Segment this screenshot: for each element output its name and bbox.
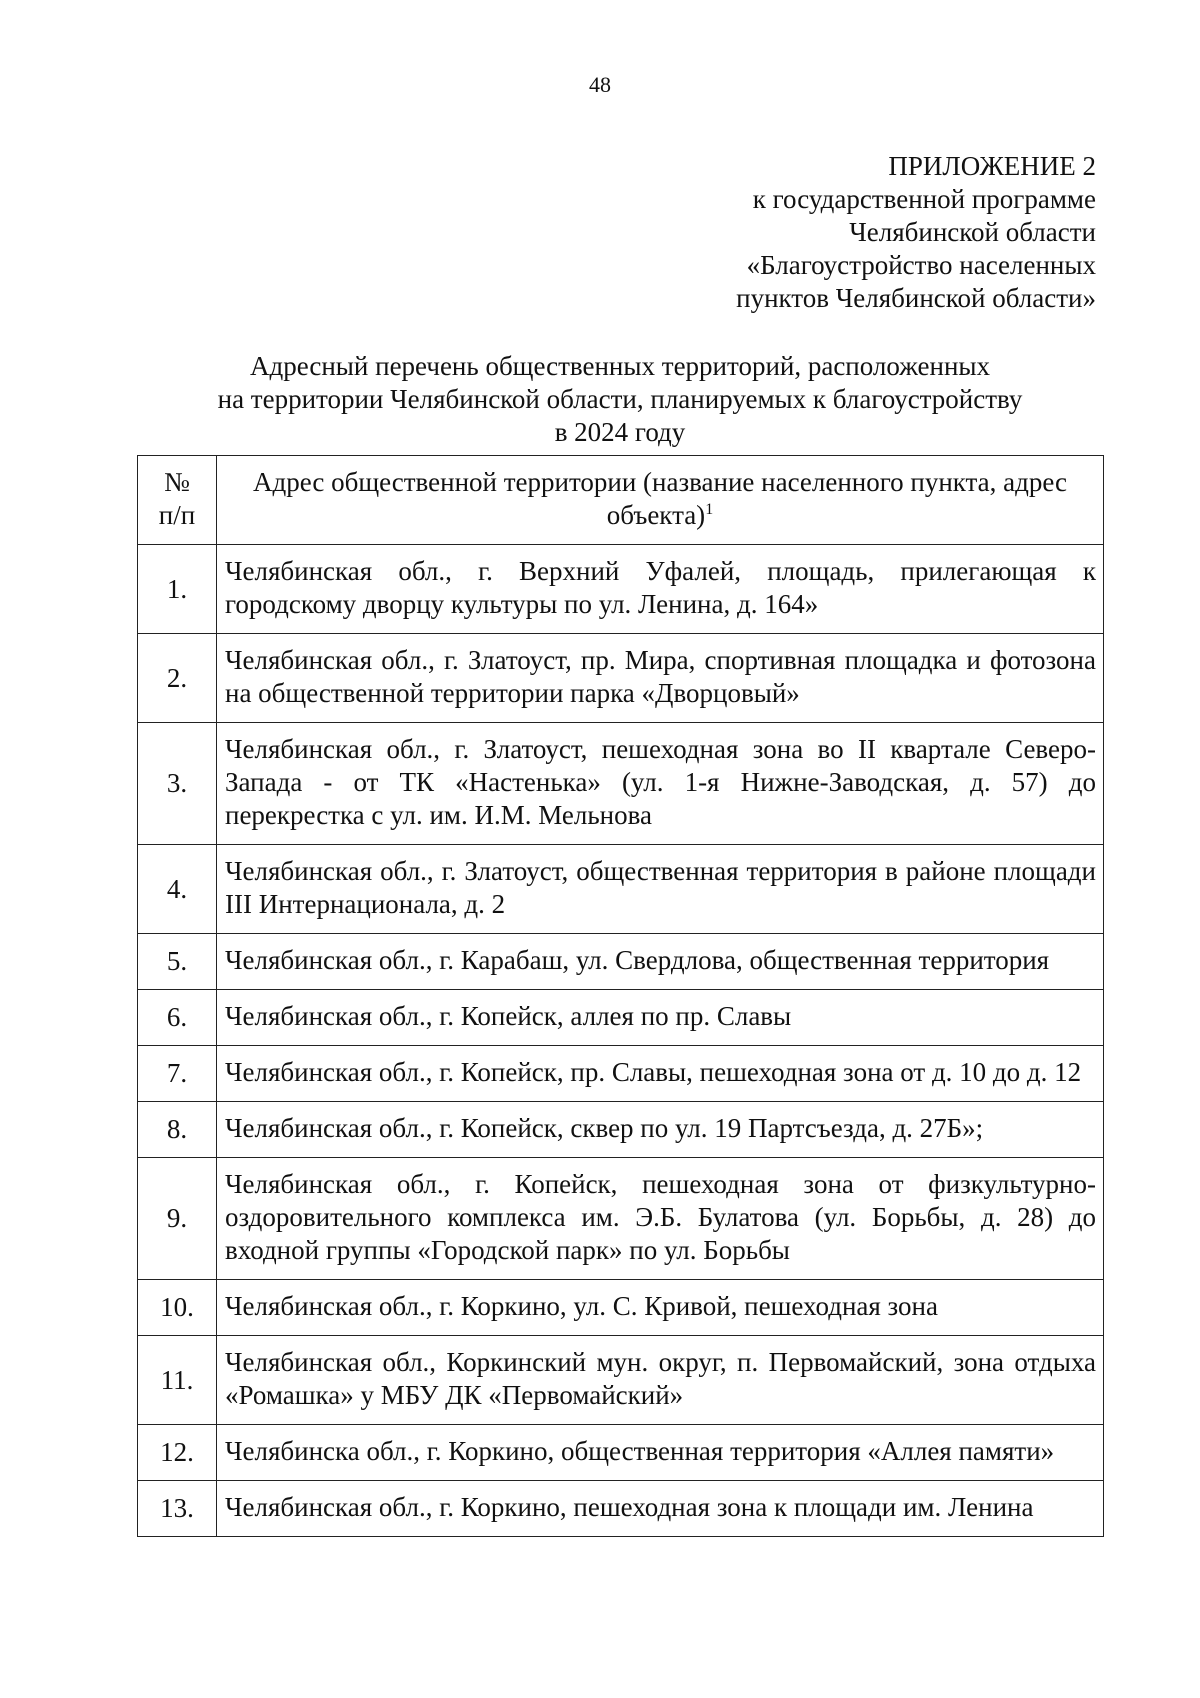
- appendix-line: Челябинской области: [849, 217, 1096, 247]
- number-symbol: №: [164, 467, 190, 497]
- table-row: [138, 990, 1104, 1046]
- table-row: [138, 934, 1104, 990]
- row-number: 8.: [138, 1102, 217, 1158]
- territories-table: [137, 455, 1104, 1537]
- row-number: 10.: [138, 1280, 217, 1336]
- row-number: 7.: [138, 1046, 217, 1102]
- title-line: на территории Челябинской области, планируемых к благоустройству: [217, 384, 1023, 414]
- number-label: п/п: [158, 500, 196, 530]
- table-row: [138, 1158, 1104, 1280]
- row-address: Челябинская обл., г. Копейск, аллея по пр. Славы: [217, 990, 1104, 1046]
- appendix-heading: ПРИЛОЖЕНИЕ 2: [888, 151, 1096, 181]
- row-number: 4.: [138, 845, 217, 934]
- row-number: 6.: [138, 990, 217, 1046]
- appendix-block: [736, 150, 1096, 315]
- row-number: 1.: [138, 545, 217, 634]
- table-row: [138, 1336, 1104, 1425]
- table-row: [138, 634, 1104, 723]
- row-number: 13.: [138, 1481, 217, 1537]
- row-address: Челябинская обл., г. Златоуст, пр. Мира, спортивная площадка и фотозона на общественной территории парка «Дворцовый»: [217, 634, 1104, 723]
- page-number: 48: [589, 72, 611, 97]
- table-header-row: [138, 456, 1104, 545]
- row-number: 11.: [138, 1336, 217, 1425]
- footnote-marker: 1: [705, 501, 714, 518]
- row-address: Челябинская обл., г. Копейск, пешеходная зона от физкультурно-оздоровительного комплекса им. Э.Б. Булатова (ул. Борьбы, д. 28) до входной группы «Городской парк» по ул. Борьбы: [217, 1158, 1104, 1280]
- row-address: Челябинская обл., г. Златоуст, пешеходная зона во II квартале Северо-Запада - от ТК «Настенька» (ул. 1-я Нижне-Заводская, д. 57) до перекрестка с ул. им. И.М. Мельнова: [217, 723, 1104, 845]
- row-number: 5.: [138, 934, 217, 990]
- row-address: Челябинская обл., г. Коркино, пешеходная зона к площади им. Ленина: [217, 1481, 1104, 1537]
- header-address: [217, 456, 1104, 545]
- table-row: [138, 1102, 1104, 1158]
- row-number: 2.: [138, 634, 217, 723]
- table-row: [138, 1481, 1104, 1537]
- row-address: Челябинская обл., г. Златоуст, общественная территория в районе площади III Интернационала, д. 2: [217, 845, 1104, 934]
- title-line: в 2024 году: [554, 417, 686, 447]
- row-address: Челябинская обл., г. Копейск, сквер по ул. 19 Партсъезда, д. 27Б»;: [217, 1102, 1104, 1158]
- row-address: Челябинская обл., г. Карабаш, ул. Свердлова, общественная территория: [217, 934, 1104, 990]
- table-row: [138, 1425, 1104, 1481]
- document-title: [160, 350, 1080, 449]
- row-address: Челябинская обл., Коркинский мун. округ, п. Первомайский, зона отдыха «Ромашка» у МБУ ДК «Первомайский»: [217, 1336, 1104, 1425]
- row-number: 12.: [138, 1425, 217, 1481]
- row-number: 9.: [138, 1158, 217, 1280]
- row-address: Челябинская обл., г. Коркино, ул. С. Кривой, пешеходная зона: [217, 1280, 1104, 1336]
- header-number: [138, 456, 217, 545]
- row-address: Челябинска обл., г. Коркино, общественная территория «Аллея памяти»: [217, 1425, 1104, 1481]
- appendix-line: пунктов Челябинской области»: [736, 283, 1096, 313]
- appendix-line: к государственной программе: [752, 184, 1096, 214]
- header-address-text: Адрес общественной территории (название населенного пункта, адрес объекта): [252, 467, 1068, 530]
- row-number: 3.: [138, 723, 217, 845]
- title-line: Адресный перечень общественных территорий, расположенных: [249, 351, 991, 381]
- row-address: Челябинская обл., г. Копейск, пр. Славы, пешеходная зона от д. 10 до д. 12: [217, 1046, 1104, 1102]
- table-row: [138, 723, 1104, 845]
- table-row: [138, 1046, 1104, 1102]
- table-row: [138, 1280, 1104, 1336]
- table-row: [138, 845, 1104, 934]
- table-body: [138, 545, 1104, 1537]
- appendix-line: «Благоустройство населенных: [746, 250, 1096, 280]
- table-row: [138, 545, 1104, 634]
- row-address: Челябинская обл., г. Верхний Уфалей, площадь, прилегающая к городскому дворцу культуры по ул. Ленина, д. 164»: [217, 545, 1104, 634]
